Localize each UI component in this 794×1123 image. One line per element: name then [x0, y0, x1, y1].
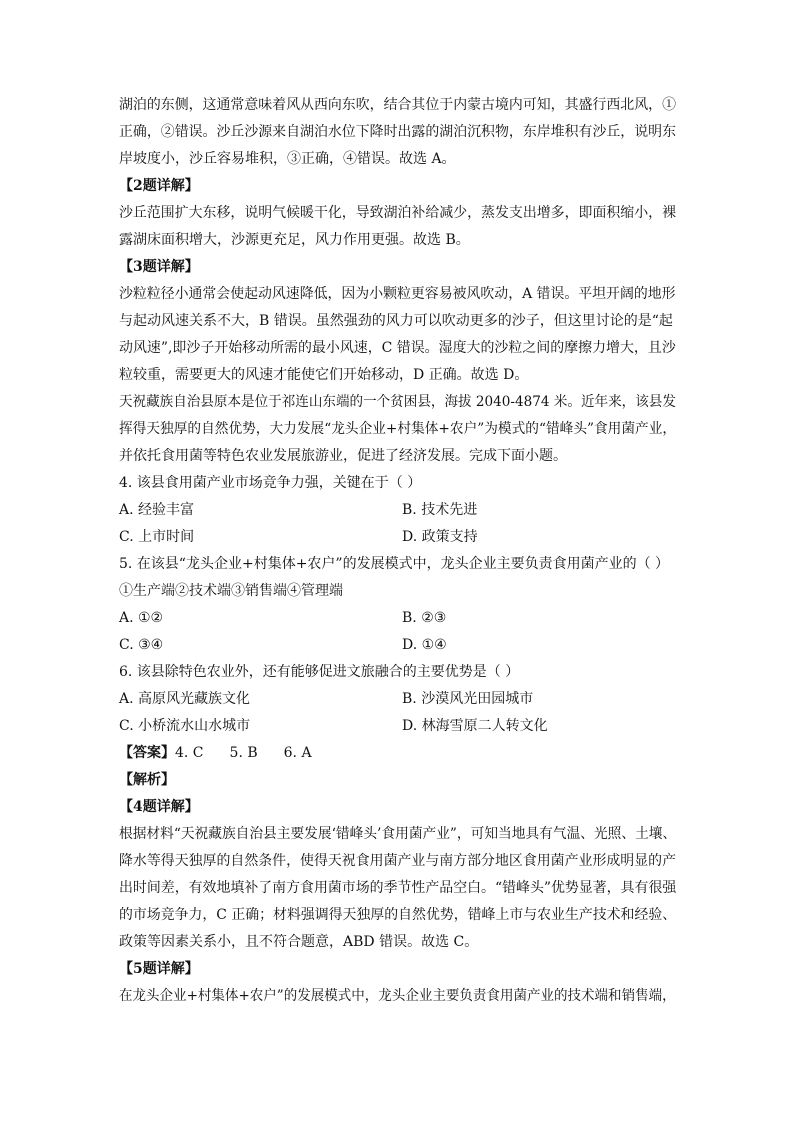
answer-5: 5. B [229, 745, 258, 761]
answer-line [119, 743, 312, 763]
text-line: 在龙头企业+村集体+农户”的发展模式中，龙头企业主要负责食用菌产业的技术端和销售端， [119, 988, 676, 1004]
text-line: 岸坡度小，沙丘容易堆积，③正确，④错误。故选 A。 [119, 151, 456, 167]
answer-4: 4. C [175, 745, 204, 761]
question-6: 6. 该县除特色农业外，还有能够促进文旅融合的主要优势是（ ） [119, 664, 520, 680]
text-line: 沙粒粒径小通常会使起动风速降低，因为小颗粒更容易被风吹动，A 错误。平坦开阔的地形 [119, 286, 676, 302]
text-line: 政策等因素关系小，且不符合题意，ABD 错误。故选 C。 [119, 934, 479, 950]
text-line: 出时间差，有效地填补了南方食用菌市场的季节性产品空白。“错峰头”优势显著，具有很强 [119, 880, 677, 896]
option-b: B. 沙漠风光田园城市 [402, 691, 534, 707]
text-line: 与起动风速关系不大，B 错误。虽然强劲的风力可以吹动更多的沙子，但这里讨论的是“起 [119, 313, 673, 329]
text-line: 湖泊的东侧，这通常意味着风从西向东吹，结合其位于内蒙古境内可知，其盛行西北风，① [119, 97, 676, 113]
option-a: A. ①② [119, 610, 164, 626]
section-heading: 【5题详解】 [119, 961, 199, 977]
answer-label: 【答案】 [119, 745, 175, 761]
text-line: 粒较重，需要更大的风速才能使它们开始移动，D 正确。故选 D。 [119, 367, 529, 383]
answer-6: 6. A [283, 745, 312, 761]
section-heading: 【2题详解】 [119, 178, 199, 194]
option-a: A. 经验丰富 [119, 502, 195, 518]
text-line: 动风速”,即沙子开始移动所需的最小风速，C 错误。湿度大的沙粒之间的摩擦力增大，且沙 [119, 340, 676, 356]
text-line: 沙丘范围扩大东移，说明气候暖干化，导致湖泊补给减少，蒸发支出增多，即面积缩小，裸 [119, 205, 676, 221]
text-line: 根据材料“天祝藏族自治县主要发展‘错峰头’食用菌产业”，可知当地具有气温、光照、土壤、 [119, 826, 677, 842]
text-line: 并依托食用菌等特色农业发展旅游业，促进了经济发展。完成下面小题。 [119, 448, 567, 464]
question-5: 5. 在该县“龙头企业+村集体+农户”的发展模式中，龙头企业主要负责食用菌产业的（ ） [119, 556, 670, 572]
text-line: 天祝藏族自治县原本是位于祁连山东端的一个贫困县，海拔 2040-4874 米。近年来，该县发 [119, 394, 676, 410]
text-line: 挥得天独厚的自然优势，大力发展“龙头企业+村集体+农户”为模式的“错峰头”食用菌产业， [119, 421, 677, 437]
option-c: C. 上市时间 [119, 529, 195, 545]
option-c: C. 小桥流水山水城市 [119, 718, 251, 734]
analysis-heading: 【解析】 [119, 772, 175, 788]
option-b: B. ②③ [402, 610, 447, 626]
question-4: 4. 该县食用菌产业市场竞争力强，关键在于（ ） [119, 475, 422, 491]
section-heading: 【4题详解】 [119, 799, 199, 815]
option-b: B. 技术先进 [402, 502, 478, 518]
section-heading: 【3题详解】 [119, 259, 199, 275]
option-d: D. 政策支持 [402, 529, 478, 545]
text-line: 的市场竞争力，C 正确；材料强调得天独厚的自然优势，错峰上市与农业生产技术和经验、 [119, 907, 677, 923]
option-d: D. ①④ [402, 637, 447, 653]
text-line: 露湖床面积增大，沙源更充足，风力作用更强。故选 B。 [119, 232, 470, 248]
text-line: 降水等得天独厚的自然条件，使得天祝食用菌产业与南方部分地区食用菌产业形成明显的产 [119, 853, 676, 869]
text-line: 正确，②错误。沙丘沙源来自湖泊水位下降时出露的湖泊沉积物，东岸堆积有沙丘，说明东 [119, 124, 676, 140]
option-c: C. ③④ [119, 637, 164, 653]
option-a: A. 高原风光藏族文化 [119, 691, 251, 707]
option-d: D. 林海雪原二人转文化 [402, 718, 548, 734]
question-5-statements: ①生产端②技术端③销售端④管理端 [119, 583, 343, 599]
